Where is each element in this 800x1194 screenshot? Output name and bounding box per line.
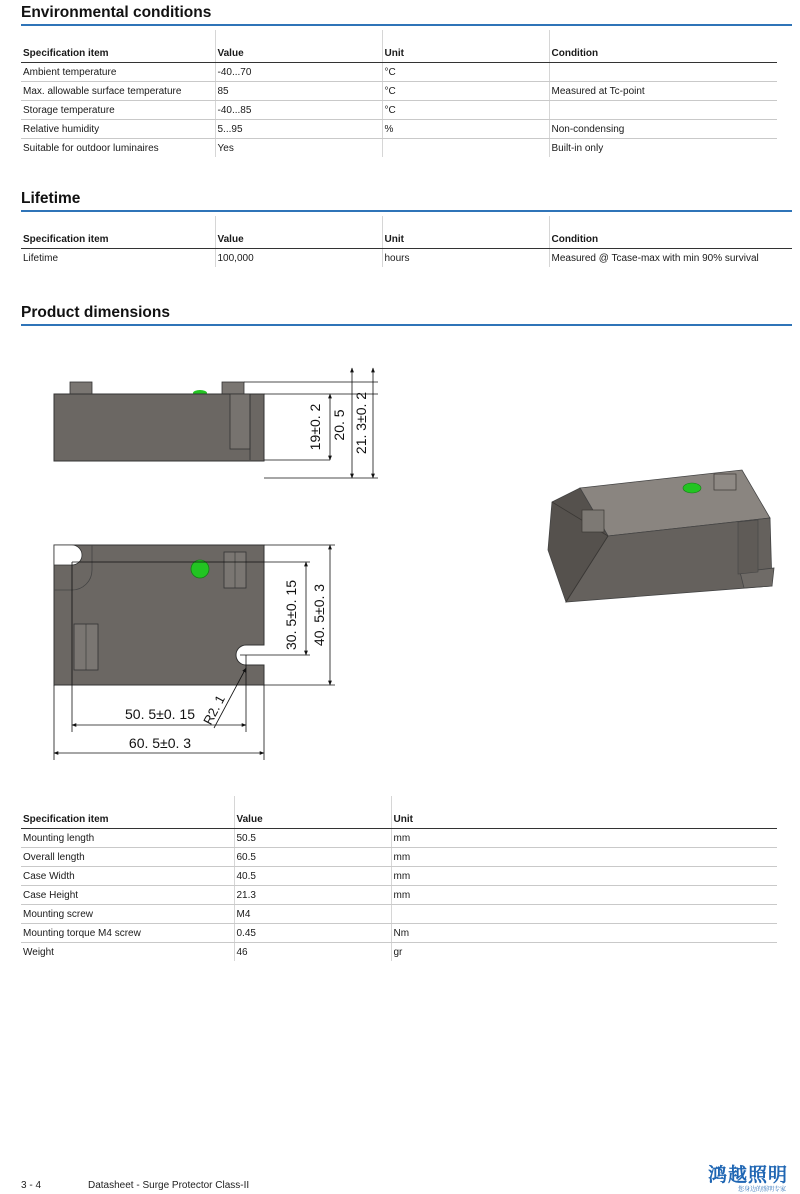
lifetime-table	[21, 216, 792, 267]
table-row	[21, 886, 777, 905]
side-view	[54, 382, 264, 461]
brand-logo: 鸿越照明	[707, 1164, 788, 1186]
lifetime-section-rule	[21, 210, 792, 212]
table-cell: Case Width	[21, 867, 234, 886]
table-cell: mm	[391, 886, 777, 905]
table-row	[21, 101, 777, 120]
table-row	[21, 943, 777, 962]
table-cell: °C	[382, 82, 549, 101]
table-cell: Overall length	[21, 848, 234, 867]
table-cell: Storage temperature	[21, 101, 215, 120]
table-cell: mm	[391, 848, 777, 867]
table-row	[21, 63, 777, 82]
table-cell: °C	[382, 101, 549, 120]
dim-label: 50. 5±0. 15	[125, 706, 195, 722]
table-cell	[391, 905, 777, 924]
dimensions-table	[21, 796, 777, 961]
table-cell: hours	[382, 249, 549, 268]
table-cell: 46	[234, 943, 391, 962]
table-cell: Mounting torque M4 screw	[21, 924, 234, 943]
dim-label: 20. 5	[331, 409, 347, 441]
table-cell: 0.45	[234, 924, 391, 943]
table-cell: Measured @ Tcase-max with min 90% survival	[549, 249, 792, 268]
table-cell	[549, 101, 777, 120]
env-header: Specification item	[21, 44, 215, 63]
table-cell: gr	[391, 943, 777, 962]
table-cell: Suitable for outdoor luminaires	[23, 142, 159, 154]
table-cell: Case Height	[21, 886, 234, 905]
lifetime-section-title: Lifetime	[21, 190, 81, 207]
table-cell: Nm	[391, 924, 777, 943]
table-cell: 100,000	[215, 249, 382, 268]
table-row	[21, 249, 792, 268]
env-header: Condition	[549, 44, 777, 63]
led-indicator-3d	[683, 483, 701, 493]
dimensions-header: Specification item	[21, 810, 234, 829]
env-header: Value	[215, 44, 382, 63]
env-section-rule	[21, 24, 792, 26]
dim-label: R2. 1	[200, 692, 228, 728]
dim-label: 30. 5±0. 15	[283, 580, 299, 650]
table-cell: Non-condensing	[549, 120, 777, 139]
table-cell: 60.5	[234, 848, 391, 867]
table-cell: 85	[215, 82, 382, 101]
dimensions-header-row	[21, 810, 777, 829]
dimensions-header: Unit	[391, 810, 777, 829]
table-cell: Mounting length	[21, 829, 234, 848]
table-cell: Yes	[215, 139, 382, 158]
env-header-row	[21, 44, 777, 63]
page-number: 3 - 4	[21, 1180, 42, 1191]
table-cell: Built-in only	[549, 139, 777, 158]
lifetime-header: Condition	[549, 230, 792, 249]
dimensions-header: Value	[234, 810, 391, 829]
table-cell: Relative humidity	[21, 120, 215, 139]
table-cell: M4	[234, 905, 391, 924]
table-cell: %	[382, 120, 549, 139]
table-row	[21, 905, 777, 924]
table-row	[21, 120, 777, 139]
table-cell: Mounting screw	[21, 905, 234, 924]
table-row	[21, 867, 777, 886]
table-cell: °C	[382, 63, 549, 82]
table-row	[21, 829, 777, 848]
lifetime-header: Value	[215, 230, 382, 249]
table-cell: mm	[391, 867, 777, 886]
table-cell: 50.5	[234, 829, 391, 848]
table-cell: Weight	[23, 946, 54, 958]
table-cell: 40.5	[234, 867, 391, 886]
lifetime-header: Specification item	[21, 230, 215, 249]
dim-label: 40. 5±0. 3	[311, 583, 327, 647]
table-cell: 5...95	[215, 120, 382, 139]
table-row	[21, 848, 777, 867]
table-row	[21, 82, 777, 101]
table-cell: Lifetime	[23, 252, 59, 264]
footer-title: Datasheet - Surge Protector Class-II	[88, 1180, 250, 1191]
env-table	[21, 30, 777, 157]
table-cell: Max. allowable surface temperature	[21, 82, 215, 101]
table-row	[21, 139, 777, 158]
table-cell: 21.3	[234, 886, 391, 905]
table-row	[21, 924, 777, 943]
dim-label: 60. 5±0. 3	[128, 735, 192, 751]
brand-tagline: 您身边的照明专家	[737, 1186, 786, 1193]
top-view	[54, 545, 264, 685]
table-cell: mm	[391, 829, 777, 848]
dimensions-section-rule	[21, 324, 792, 326]
env-header: Unit	[382, 44, 549, 63]
isometric-view	[548, 470, 774, 602]
dim-label: 19±0. 2	[307, 403, 323, 451]
dim-label: 21. 3±0. 2	[353, 391, 369, 455]
dimensions-section-title: Product dimensions	[21, 304, 170, 321]
lifetime-header-row	[21, 230, 792, 249]
table-cell	[549, 63, 777, 82]
table-cell: Measured at Tc-point	[549, 82, 777, 101]
table-cell: -40...70	[215, 63, 382, 82]
table-cell: Ambient temperature	[21, 63, 215, 82]
led-indicator-top	[191, 560, 209, 578]
env-section-title: Environmental conditions	[21, 4, 212, 21]
table-cell	[382, 139, 549, 158]
table-cell: -40...85	[215, 101, 382, 120]
lifetime-header: Unit	[382, 230, 549, 249]
dimension-drawing	[0, 340, 800, 770]
